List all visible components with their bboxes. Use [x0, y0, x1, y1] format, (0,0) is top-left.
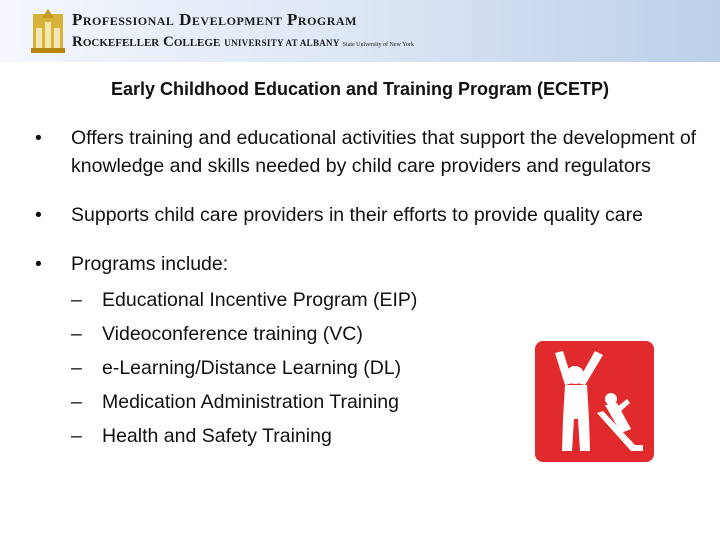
university-name: UNIVERSITY AT ALBANY	[224, 38, 340, 48]
program-item: – Health and Safety Training	[71, 419, 700, 453]
program-item: – Videoconference training (VC)	[71, 317, 700, 351]
bullet-item-label: Programs include:	[71, 253, 229, 275]
college-name: Rockefeller College	[72, 34, 221, 50]
slide-title: Early Childhood Education and Training Program (ECETP)	[110, 79, 610, 99]
program-item: – e-Learning/Distance Learning (DL)	[71, 351, 700, 385]
org-subtitle	[72, 33, 414, 51]
org-name: Professional Development Program	[72, 10, 357, 29]
university-tower-logo-icon	[30, 8, 66, 54]
bullet-item: • Supports child care providers in their efforts to provide quality care	[40, 201, 700, 229]
bullet-item: • Offers training and educational activities that support the development of knowledge and skills needed by child care providers and regulators	[40, 124, 700, 180]
suny-name: State University of New York	[342, 42, 414, 48]
program-item: – Educational Incentive Program (EIP)	[71, 283, 700, 317]
program-item: – Medication Administration Training	[71, 385, 700, 419]
child-playground-slide-icon	[535, 341, 654, 462]
header-banner	[0, 0, 720, 62]
